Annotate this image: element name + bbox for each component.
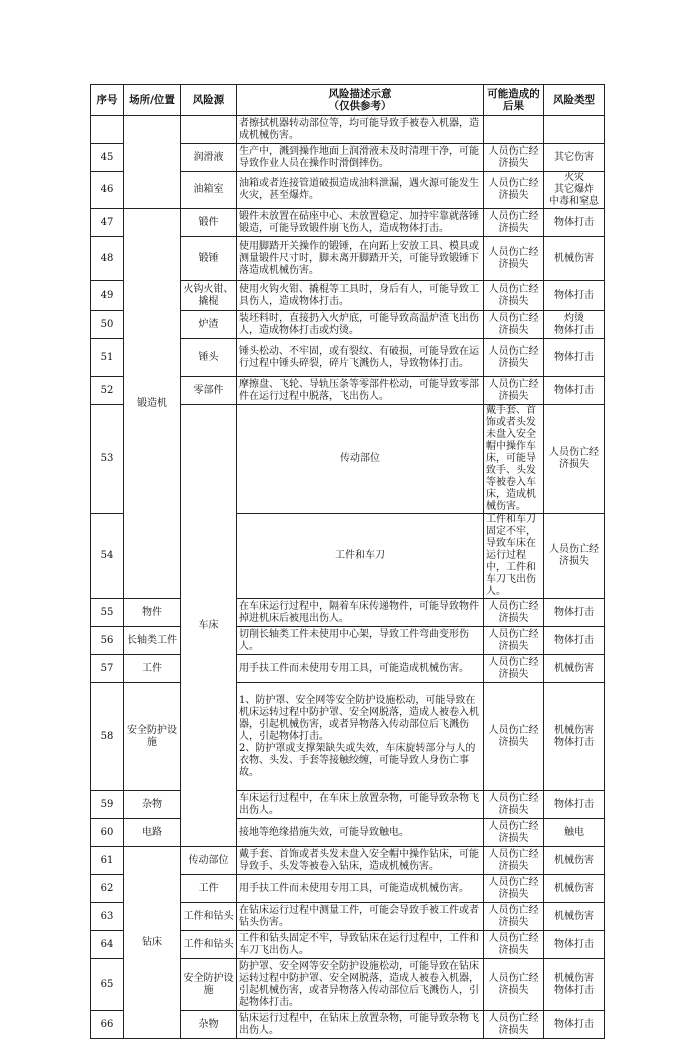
source-cell: 锻锤 (181, 237, 237, 281)
description-cell: 装坯料时，直接扔入火炉底，可能导致高温炉渣飞出伤人，造成物体打击或灼烫。 (237, 311, 484, 339)
source-cell: 安全防护设施 (124, 683, 181, 791)
source-cell: 锤头 (181, 339, 237, 377)
source-cell: 杂物 (181, 1011, 237, 1039)
source-cell: 油箱室 (181, 172, 237, 209)
source-cell: 电路 (124, 819, 181, 847)
result-cell: 人员伤亡经济损失 (484, 599, 544, 627)
type-cell: 机械伤害 (544, 875, 605, 903)
header-no: 序号 (91, 85, 124, 116)
result-cell: 人员伤亡经济损失 (484, 819, 544, 847)
type-cell: 物体打击 (544, 339, 605, 377)
row-no: 66 (91, 1011, 124, 1039)
type-cell: 物体打击 (544, 791, 605, 819)
result-cell: 人员伤亡经济损失 (484, 281, 544, 311)
description-cell: 用手扶工件而未使用专用工具，可能造成机械伤害。 (237, 875, 484, 903)
header-result: 可能造成的后果 (484, 85, 544, 116)
type-cell: 物体打击 (544, 627, 605, 655)
type-cell: 物体打击 (544, 377, 605, 405)
result-cell: 人员伤亡经济损失 (484, 931, 544, 959)
source-cell: 传动部位 (237, 405, 484, 514)
source-cell: 工件 (181, 875, 237, 903)
row-no: 63 (91, 903, 124, 931)
row-no: 54 (91, 514, 124, 599)
result-cell (484, 116, 544, 144)
result-cell: 人员伤亡经济损失 (544, 405, 605, 514)
source-cell: 零部件 (181, 377, 237, 405)
row-no: 65 (91, 959, 124, 1011)
result-cell: 人员伤亡经济损失 (484, 144, 544, 172)
source-cell: 安全防护设施 (181, 959, 237, 1011)
description-cell: 接地等绝缘措施失效，可能导致触电。 (237, 819, 484, 847)
description-cell: 生产中，溅到操作地面上润滑液未及时清理干净，可能导致作业人员在操作时滑倒摔伤。 (237, 144, 484, 172)
result-cell: 人员伤亡经济损失 (484, 903, 544, 931)
type-cell: 机械伤害 物体打击 (544, 683, 605, 791)
result-cell: 人员伤亡经济损失 (484, 311, 544, 339)
row-no: 58 (91, 683, 124, 791)
header-description: 风险描述示意 （仅供参考） (237, 85, 484, 116)
type-cell (544, 116, 605, 144)
source-cell: 杂物 (124, 791, 181, 819)
table-row (91, 655, 605, 683)
row-no: 52 (91, 377, 124, 405)
result-cell: 人员伤亡经济损失 (484, 655, 544, 683)
row-no: 48 (91, 237, 124, 281)
type-cell: 机械伤害 物体打击 (544, 959, 605, 1011)
place-cell: 锻造机 (124, 209, 181, 599)
description-cell: 用手扶工件而未使用专用工具，可能造成机械伤害。 (237, 655, 484, 683)
header-type: 风险类型 (544, 85, 605, 116)
place-cell: 钻床 (124, 847, 181, 1039)
description-cell: 戴手套、首饰或者头发未盘入安全帽中操作钻床，可能导致手、头发等被卷入钻床，造成机械伤害。 (237, 847, 484, 875)
row-no: 56 (91, 627, 124, 655)
row-no: 46 (91, 172, 124, 209)
source-cell: 工件和钻头 (181, 931, 237, 959)
description-cell: 工件和钻头固定不牢，导致钻床在运行过程中，工件和车刀飞出伤人。 (237, 931, 484, 959)
type-cell: 触电 (544, 819, 605, 847)
source-cell: 工件和钻头 (181, 903, 237, 931)
result-cell: 人员伤亡经济损失 (484, 237, 544, 281)
table-row (91, 819, 605, 847)
row-no: 64 (91, 931, 124, 959)
row-no: 61 (91, 847, 124, 875)
result-cell: 人员伤亡经济损失 (484, 339, 544, 377)
result-cell: 人员伤亡经济损失 (484, 847, 544, 875)
type-cell: 物体打击 (544, 281, 605, 311)
header-place: 场所/位置 (124, 85, 181, 116)
source-cell: 工件 (124, 655, 181, 683)
source-cell: 锻件 (181, 209, 237, 237)
description-cell: 钻床运行过程中，在钻床上放置杂物，可能导致杂物飞出伤人。 (237, 1011, 484, 1039)
result-cell: 人员伤亡经济损失 (484, 875, 544, 903)
row-no: 51 (91, 339, 124, 377)
description-cell: 防护罩、安全网等安全防护设施松动，可能导致在钻床运转过程中防护罩、安全网脱落，造成人被卷入机器，引起机械伤害，或者异物落入传动部位后飞溅伤人，引起物体打击。 (237, 959, 484, 1011)
row-no (91, 116, 124, 144)
description-cell: 者擦拭机器转动部位等，均可能导致手被卷入机器，造成机械伤害。 (237, 116, 484, 144)
result-cell: 人员伤亡经济损失 (484, 791, 544, 819)
risk-table (90, 84, 605, 1039)
result-cell: 人员伤亡经济损失 (484, 209, 544, 237)
table-row (91, 116, 605, 144)
description-cell: 油箱或者连接管道破损造成油料泄漏，遇火源可能发生火灾，甚至爆炸。 (237, 172, 484, 209)
description-cell: 锻件未放置在砧座中心、未放置稳定、加持牢靠就落锤锻造，可能导致锻件崩飞伤人，造成物体打击。 (237, 209, 484, 237)
description-cell: 工件和车刀固定不牢，导致车床在运行过程中，工件和车刀飞出伤人。 (484, 514, 544, 599)
table-row (91, 791, 605, 819)
row-no: 50 (91, 311, 124, 339)
result-cell: 人员伤亡经济损失 (484, 627, 544, 655)
description-cell: 在车床运行过程中，隔着车床传递物件，可能导致物件掉进机床后被甩出伤人。 (237, 599, 484, 627)
type-cell: 机械伤害 (544, 903, 605, 931)
table-row (91, 599, 605, 627)
source-cell: 火钩火钳、撬棍 (181, 281, 237, 311)
header-source: 风险源 (181, 85, 237, 116)
source-cell: 传动部位 (181, 847, 237, 875)
row-no: 49 (91, 281, 124, 311)
table-row (91, 847, 605, 875)
type-cell: 其它伤害 (544, 144, 605, 172)
type-cell: 物体打击 (544, 931, 605, 959)
row-no: 62 (91, 875, 124, 903)
type-cell: 机械伤害 (544, 237, 605, 281)
header-row (91, 85, 605, 116)
place-cell: 车床 (181, 405, 237, 847)
type-cell: 物体打击 (544, 1011, 605, 1039)
result-cell: 人员伤亡经济损失 (484, 377, 544, 405)
description-cell: 在钻床运行过程中测量工件，可能会导致手被工件或者钻头伤害。 (237, 903, 484, 931)
row-no: 47 (91, 209, 124, 237)
source-cell (181, 116, 237, 144)
row-no: 60 (91, 819, 124, 847)
row-no: 45 (91, 144, 124, 172)
row-no: 53 (91, 405, 124, 514)
result-cell: 人员伤亡经济损失 (484, 683, 544, 791)
source-cell: 工件和车刀 (237, 514, 484, 599)
table-row (91, 627, 605, 655)
result-cell: 人员伤亡经济损失 (484, 1011, 544, 1039)
description-cell: 车床运行过程中，在车床上放置杂物，可能导致杂物飞出伤人。 (237, 791, 484, 819)
source-cell: 润滑液 (181, 144, 237, 172)
result-cell: 人员伤亡经济损失 (544, 514, 605, 599)
description-cell: 锤头松动、不牢固，或有裂纹、有破损，可能导致在运行过程中锤头碎裂，碎片飞溅伤人，导致物体打击。 (237, 339, 484, 377)
result-cell: 人员伤亡经济损失 (484, 959, 544, 1011)
source-cell: 长轴类工件 (124, 627, 181, 655)
source-cell: 物件 (124, 599, 181, 627)
row-no: 55 (91, 599, 124, 627)
description-cell: 戴手套、首饰或者头发未盘入安全帽中操作车床，可能导致手、头发等被卷入车床，造成机械伤害。 (484, 405, 544, 514)
description-cell: 使用火钩火钳、撬棍等工具时，身后有人，可能导致工具伤人，造成物体打击。 (237, 281, 484, 311)
type-cell: 机械伤害 (544, 655, 605, 683)
table-row (91, 209, 605, 237)
type-cell: 灼烫 物体打击 (544, 311, 605, 339)
result-cell: 人员伤亡经济损失 (484, 172, 544, 209)
type-cell: 物体打击 (544, 599, 605, 627)
type-cell: 机械伤害 (544, 847, 605, 875)
source-cell: 炉渣 (181, 311, 237, 339)
type-cell: 火灾 其它爆炸 中毒和窒息 (544, 172, 605, 209)
table-row (91, 683, 605, 791)
row-no: 59 (91, 791, 124, 819)
description-cell: 摩擦盘、飞轮、导轨压条等零部件松动，可能导致零部件在运行过程中脱落，飞出伤人。 (237, 377, 484, 405)
description-cell: 1、防护罩、安全网等安全防护设施松动，可能导致在机床运转过程中防护罩、安全网脱落，造成人被卷入机器，引起机械伤害，或者异物落入传动部位后飞溅伤人，引起物体打击。 2、防护罩或支撑架缺失或失效，车床旋转部分与人的衣物、头发、手套等接触绞缠，可能导致人身伤亡事故。 (237, 683, 484, 791)
type-cell: 物体打击 (544, 209, 605, 237)
description-cell: 使用脚踏开关操作的锻锤，在向跖上安放工具、模具或测量锻件尺寸时，脚未离开脚踏开关，可能导致锻锤下落造成机械伤害。 (237, 237, 484, 281)
description-cell: 切削长轴类工件未使用中心架，导致工件弯曲变形伤人。 (237, 627, 484, 655)
row-no: 57 (91, 655, 124, 683)
place-cell (124, 116, 181, 209)
